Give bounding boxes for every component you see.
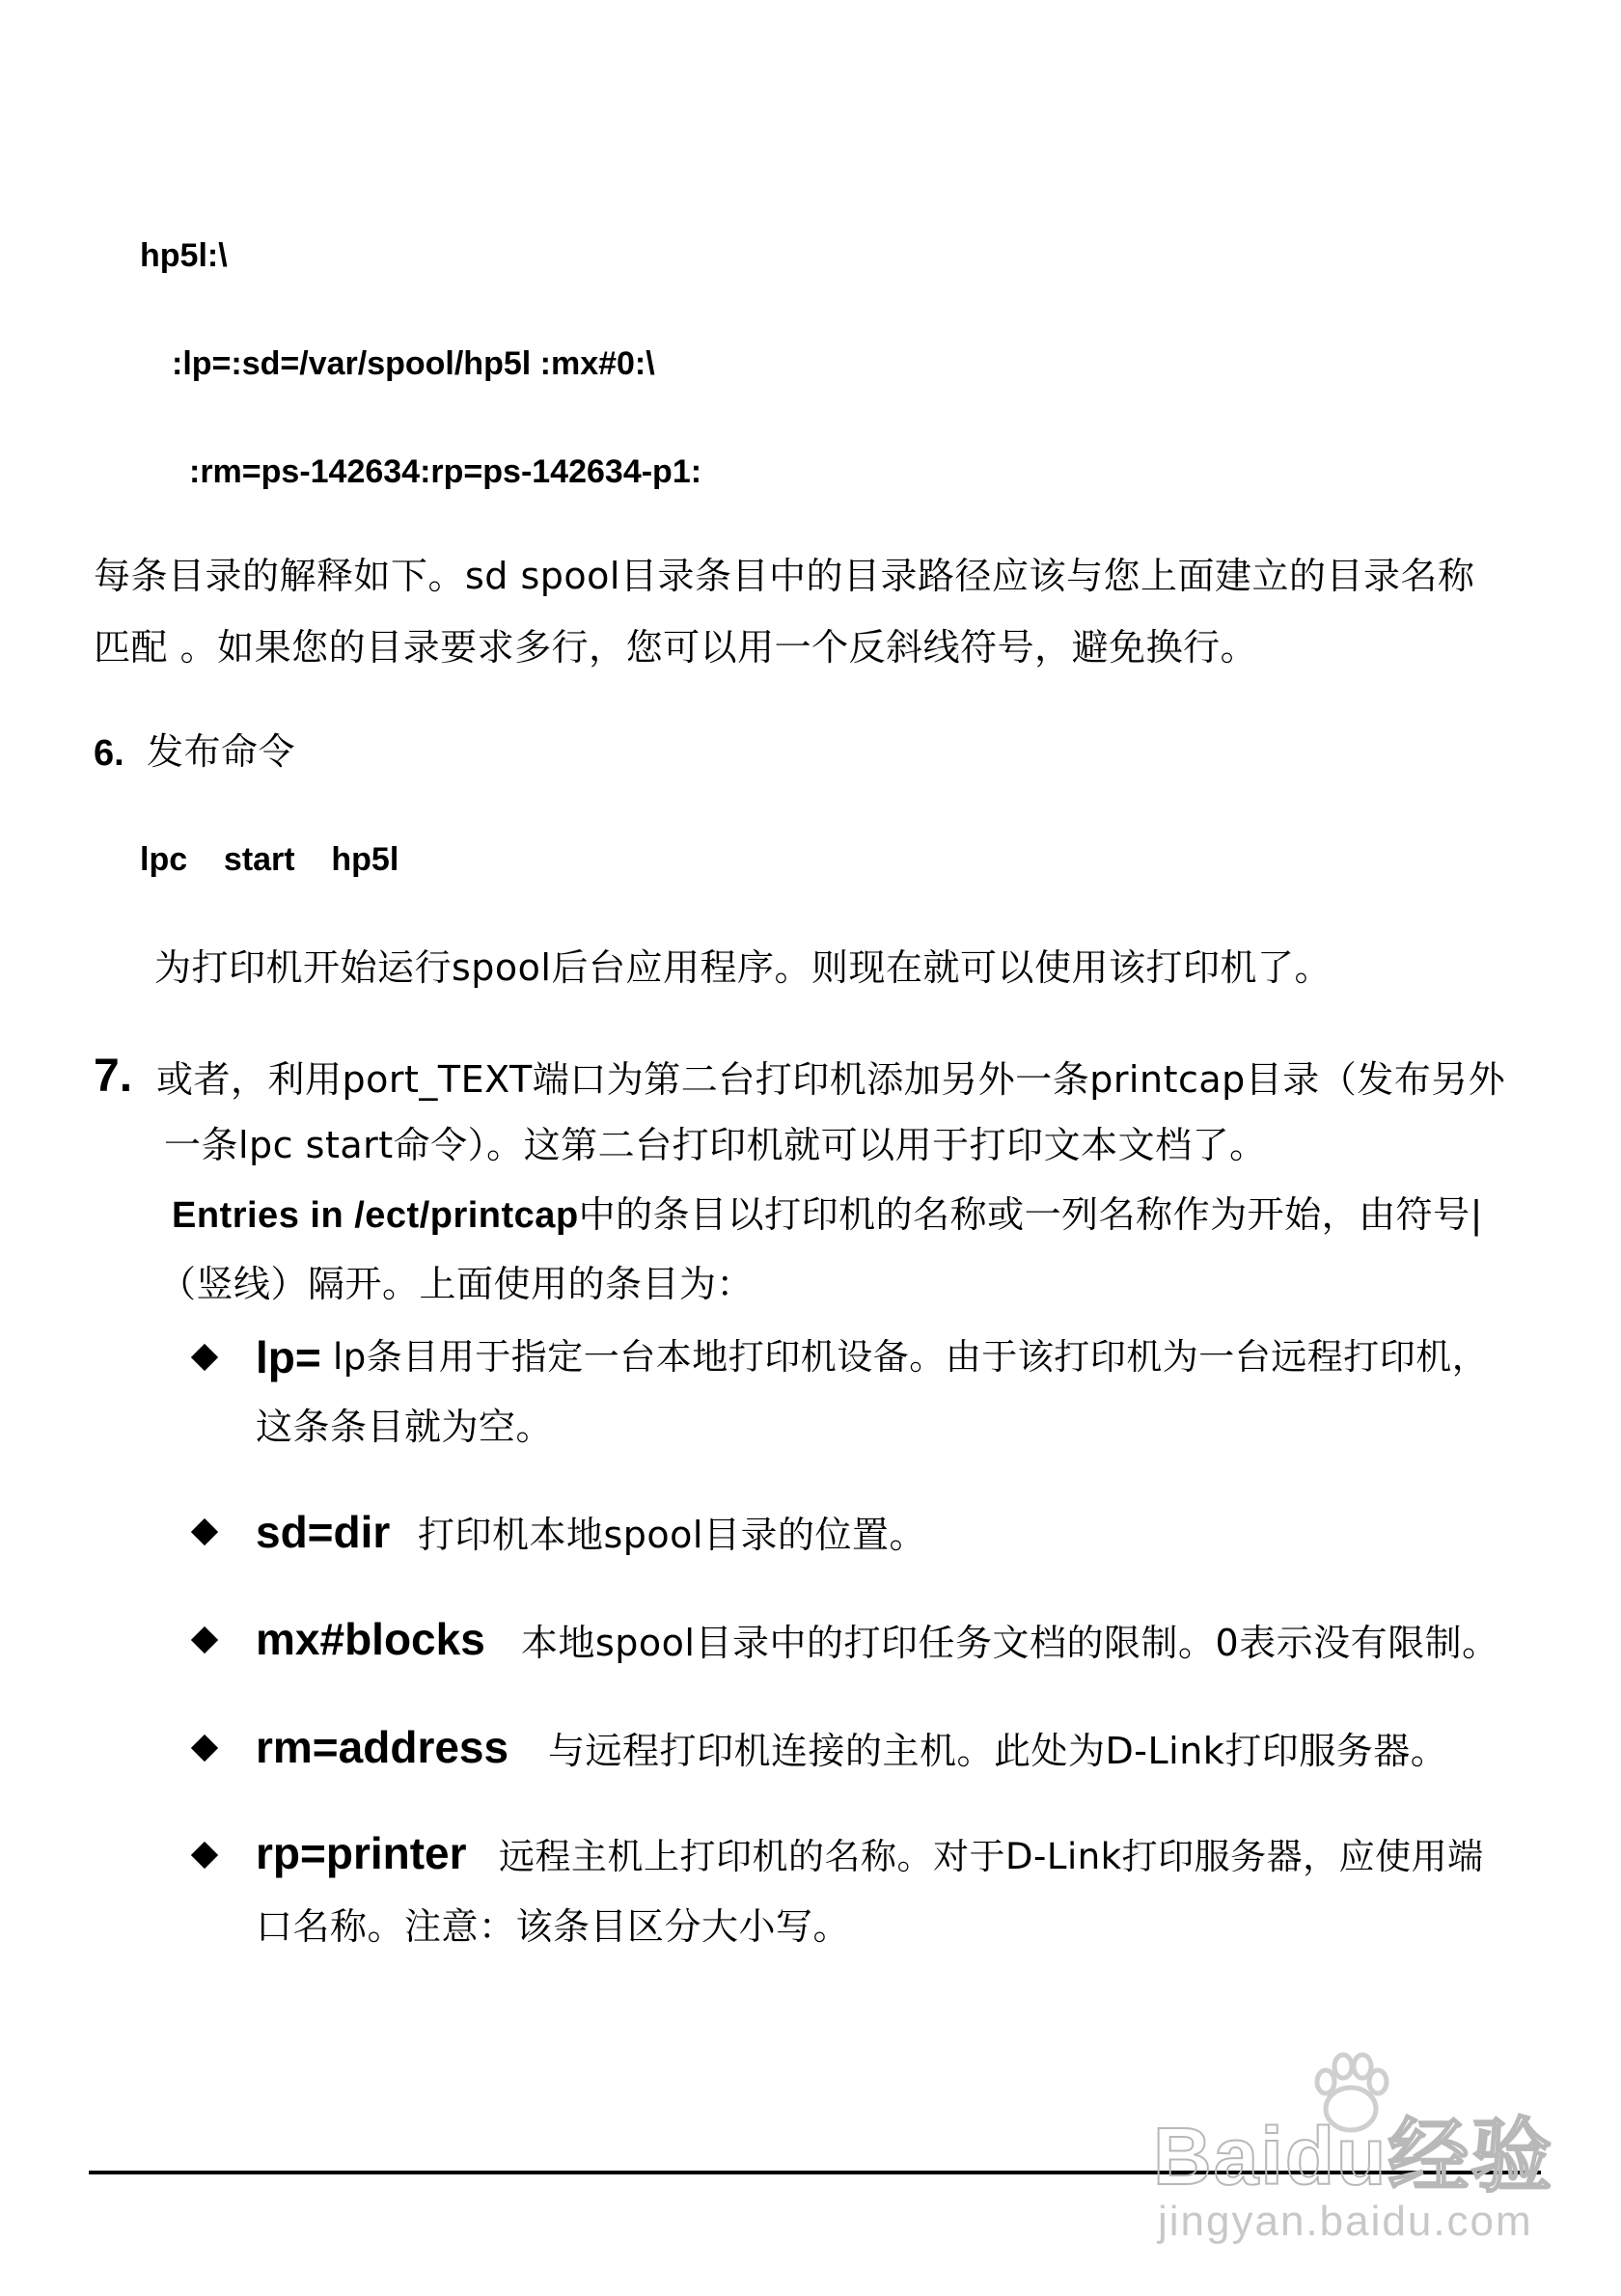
code-line-1: hp5l:\	[140, 237, 228, 274]
explanation-line-2: 匹配 。如果您的目录要求多行，您可以用一个反斜线符号，避免换行。	[94, 626, 1258, 669]
diamond-bullet-icon	[191, 1518, 218, 1545]
entries-rest: 中的条目以打印机的名称或一列名称作为开始，由符号|	[578, 1193, 1483, 1236]
entries-bold-label: Entries in /ect/printcap	[172, 1195, 579, 1236]
step-6-title: 发布命令	[147, 730, 296, 773]
bullet-desc-sd: 打印机本地spool目录的位置。	[418, 1514, 926, 1556]
watermark-logo: Baidu经验	[1153, 2111, 1554, 2201]
bullet-term-lp: lp=	[256, 1332, 321, 1382]
code-line-3: :rm=ps-142634:rp=ps-142634-p1:	[189, 453, 702, 490]
code-line-2: :lp=:sd=/var/spool/hp5l :mx#0:\	[172, 345, 655, 382]
bullet-desc2-rp: 口名称。注意：该条目区分大小写。	[256, 1905, 851, 1948]
step-6-command: lpc start hp5l	[140, 841, 399, 878]
bullet-desc-mx: 本地spool目录中的打印任务文档的限制。0表示没有限制。	[521, 1622, 1499, 1664]
step-6-description: 为打印机开始运行spool后台应用程序。则现在就可以使用该打印机了。	[154, 946, 1332, 989]
bullet-desc2-lp: 这条条目就为空。	[256, 1406, 554, 1448]
entries-line-2: （竖线）隔开。上面使用的条目为：	[159, 1263, 755, 1305]
bullet-desc-rm: 与远程打印机连接的主机。此处为D-Link打印服务器。	[548, 1730, 1448, 1772]
bullet-desc-lp: lp条目用于指定一台本地打印机设备。由于该打印机为一台远程打印机，	[333, 1336, 1489, 1378]
step-7-number: 7.	[94, 1051, 133, 1102]
diamond-bullet-icon	[191, 1842, 218, 1869]
entries-line-1	[172, 1193, 1483, 1236]
bullet-desc-rp: 远程主机上打印机的名称。对于D-Link打印服务器，应使用端	[499, 1836, 1484, 1877]
bullet-term-rm: rm=address	[256, 1722, 509, 1772]
bullet-term-mx: mx#blocks	[256, 1614, 485, 1664]
explanation-line-1: 每条目录的解释如下。sd spool目录条目中的目录路径应该与您上面建立的目录名称	[94, 555, 1475, 597]
bullet-term-rp: rp=printer	[256, 1828, 467, 1878]
step-6-number: 6.	[94, 733, 124, 774]
diamond-bullet-icon	[191, 1626, 218, 1654]
bullet-term-sd: sd=dir	[256, 1507, 391, 1557]
step-7-line-2: 一条lpc start命令）。这第二台打印机就可以用于打印文本文档了。	[164, 1124, 1267, 1166]
diamond-bullet-icon	[191, 1735, 218, 1762]
step-7-line-1: 或者，利用port_TEXT端口为第二台打印机添加另外一条printcap目录（发布另外	[156, 1058, 1506, 1101]
watermark-url: jingyan.baidu.com	[1158, 2198, 1533, 2245]
diamond-bullet-icon	[191, 1344, 218, 1371]
